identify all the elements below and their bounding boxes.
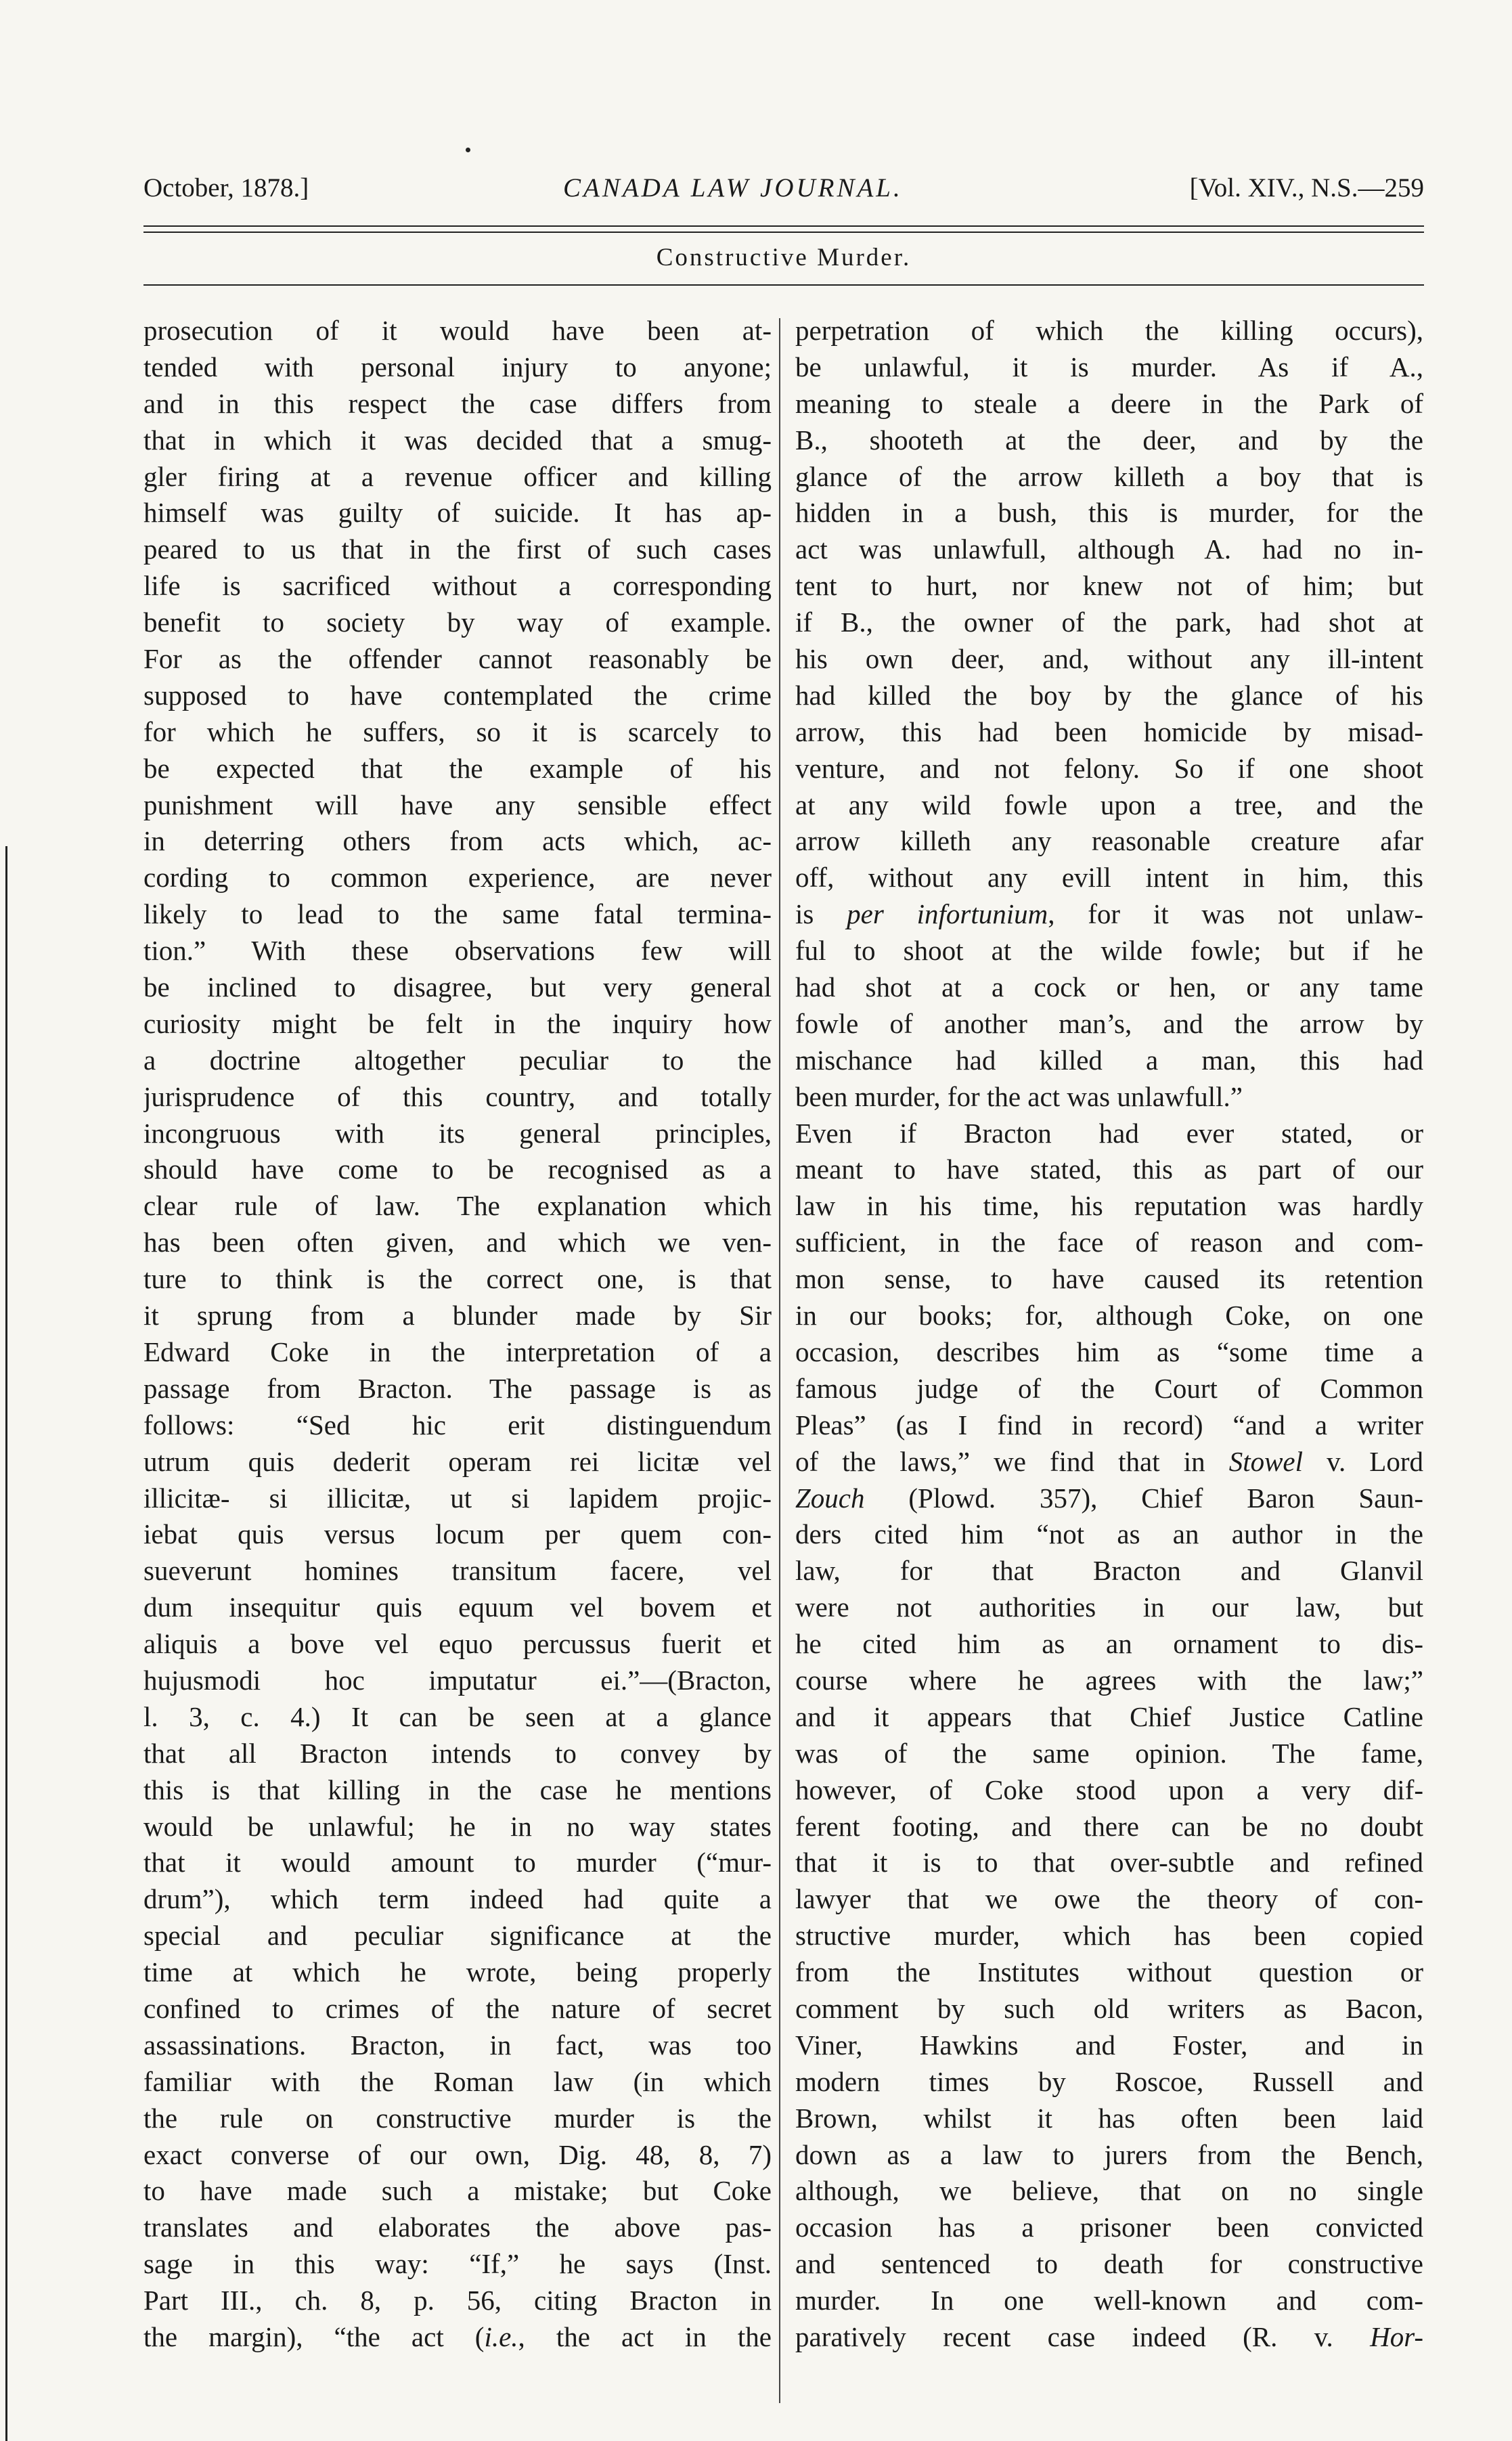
text-line: that it is to that over-subtle and refined	[795, 1847, 1423, 1878]
text-line: if B., the owner of the park, had shot at	[795, 607, 1423, 638]
text-line: mon sense, to have caused its retention	[795, 1263, 1423, 1295]
text-line: meant to have stated, this as part of our	[795, 1153, 1423, 1185]
text-line: aliquis a bove vel equo percussus fuerit et	[143, 1628, 772, 1660]
text-line: incongruous with its general principles,	[143, 1117, 772, 1149]
text-line: he cited him as an ornament to dis-	[795, 1628, 1423, 1660]
text-line: ders cited him “not as an author in the	[795, 1518, 1423, 1550]
subheading-rule	[143, 284, 1424, 286]
text-line: however, of Coke stood upon a very dif-	[795, 1774, 1423, 1805]
text-line: ful to shoot at the wilde fowle; but if he	[795, 935, 1423, 967]
text-line: ferent footing, and there can be no doubt	[795, 1810, 1423, 1842]
text-line: sage in this way: “If,” he says (Inst.	[143, 2248, 772, 2280]
text-line: at any wild fowle upon a tree, and the	[795, 789, 1423, 820]
text-line: illicitæ- si illicitæ, ut si lapidem projic-	[143, 1482, 772, 1514]
text-line: special and peculiar significance at the	[143, 1920, 772, 1952]
text-line: jurisprudence of this country, and totally	[143, 1080, 772, 1112]
text-line: had killed the boy by the glance of his	[795, 679, 1423, 711]
text-line: utrum quis dederit operam rei licitæ vel	[143, 1445, 772, 1477]
text-line: Edward Coke in the interpretation of a	[143, 1336, 772, 1367]
text-line: course where he agrees with the law;”	[795, 1664, 1423, 1696]
text-line: punishment will have any sensible effect	[143, 789, 772, 820]
text-line: in our books; for, although Coke, on one	[795, 1300, 1423, 1332]
text-line: paratively recent case indeed (R. v. Hor-	[795, 2321, 1423, 2352]
column-divider	[779, 318, 780, 2403]
text-line: from the Institutes without question or	[795, 1956, 1423, 1988]
journal-title: CANADA LAW JOURNAL.	[563, 173, 903, 202]
text-line: translates and elaborates the above pas-	[143, 2212, 772, 2243]
text-line: meaning to steale a deere in the Park of	[795, 387, 1423, 419]
text-line: the rule on constructive murder is the	[143, 2102, 772, 2134]
text-line: time at which he wrote, being properly	[143, 1956, 772, 1988]
text-line: this is that killing in the case he mentions	[143, 1774, 772, 1805]
issue-date: October, 1878.]	[143, 173, 309, 202]
scan-speck	[466, 148, 470, 152]
text-line: curiosity might be felt in the inquiry how	[143, 1007, 772, 1039]
text-line: tended with personal injury to anyone;	[143, 351, 772, 382]
text-line: should have come to be recognised as a	[143, 1153, 772, 1185]
text-line: hujusmodi hoc imputatur ei.”—(Bracton,	[143, 1664, 772, 1696]
running-header	[143, 168, 1424, 208]
text-line: be expected that the example of his	[143, 752, 772, 784]
text-line: was of the same opinion. The fame,	[795, 1737, 1423, 1769]
volume-page-number: [Vol. XIV., N.S.—259	[1189, 173, 1424, 202]
text-line: Even if Bracton had ever stated, or	[795, 1117, 1423, 1149]
text-line: for which he suffers, so it is scarcely to	[143, 716, 772, 747]
text-line: likely to lead to the same fatal termina-	[143, 898, 772, 930]
text-line: sufficient, in the face of reason and com-	[795, 1227, 1423, 1258]
text-line: arrow killeth any reasonable creature afar	[795, 825, 1423, 857]
text-line: clear rule of law. The explanation which	[143, 1190, 772, 1222]
text-line: arrow, this had been homicide by misad-	[795, 716, 1423, 747]
text-line: follows: “Sed hic erit distinguendum	[143, 1409, 772, 1441]
text-line: B., shooteth at the deer, and by the	[795, 424, 1423, 456]
text-line: benefit to society by way of example.	[143, 607, 772, 638]
text-line: of the laws,” we find that in Stowel v. Lord	[795, 1445, 1423, 1477]
text-line: in deterring others from acts which, ac-	[143, 825, 772, 857]
text-line: law in his time, his reputation was hardly	[795, 1190, 1423, 1222]
text-line: although, we believe, that on no single	[795, 2175, 1423, 2207]
text-line: Pleas” (as I find in record) “and a writer	[795, 1409, 1423, 1441]
text-line: tent to hurt, nor knew not of him; but	[795, 570, 1423, 602]
text-line: Viner, Hawkins and Foster, and in	[795, 2029, 1423, 2061]
header-rule-bottom	[143, 232, 1424, 233]
text-line: been murder, for the act was unlawfull.”	[795, 1080, 1243, 1112]
text-line: down as a law to jurers from the Bench,	[795, 2138, 1423, 2170]
text-line: hidden in a bush, this is murder, for the	[795, 497, 1423, 529]
text-line: Brown, whilst it has often been laid	[795, 2102, 1423, 2134]
text-line: that in which it was decided that a smug-	[143, 424, 772, 456]
text-line: familiar with the Roman law (in which	[143, 2065, 772, 2097]
text-line: For as the offender cannot reasonably be	[143, 643, 772, 675]
text-line: comment by such old writers as Bacon,	[795, 1992, 1423, 2024]
right-text-column	[795, 313, 1423, 2356]
text-line: glance of the arrow killeth a boy that is	[795, 460, 1423, 492]
text-line: occasion has a prisoner been convicted	[795, 2212, 1423, 2243]
text-line: Part III., ch. 8, p. 56, citing Bracton in	[143, 2285, 772, 2316]
text-line: has been often given, and which we ven-	[143, 1227, 772, 1258]
text-line: his own deer, and, without any ill-intent	[795, 643, 1423, 675]
text-line: it sprung from a blunder made by Sir	[143, 1300, 772, 1332]
header-rule-top	[143, 225, 1424, 227]
text-line: off, without any evill intent in him, this	[795, 862, 1423, 894]
text-line: that all Bracton intends to convey by	[143, 1737, 772, 1769]
text-line: and it appears that Chief Justice Catline	[795, 1700, 1423, 1732]
text-line: tion.” With these observations few will	[143, 935, 772, 967]
text-line: would be unlawful; he in no way states	[143, 1810, 772, 1842]
text-line: had shot at a cock or hen, or any tame	[795, 971, 1423, 1003]
text-line: that it would amount to murder (“mur-	[143, 1847, 772, 1878]
text-line: structive murder, which has been copied	[795, 1920, 1423, 1952]
text-line: supposed to have contemplated the crime	[143, 679, 772, 711]
text-line: is per infortunium, for it was not unlaw-	[795, 898, 1423, 930]
text-line: murder. In one well-known and com-	[795, 2285, 1423, 2316]
text-line: law, for that Bracton and Glanvil	[795, 1555, 1423, 1587]
text-line: gler firing at a revenue officer and killing	[143, 460, 772, 492]
text-line: the margin), “the act (i.e., the act in the	[143, 2321, 772, 2352]
text-line: mischance had killed a man, this had	[795, 1044, 1423, 1076]
text-line: modern times by Roscoe, Russell and	[795, 2065, 1423, 2097]
text-line: and in this respect the case differs from	[143, 387, 772, 419]
text-line: iebat quis versus locum per quem con-	[143, 1518, 772, 1550]
text-line: life is sacrificed without a corresponding	[143, 570, 772, 602]
text-line: dum insequitur quis equum vel bovem et	[143, 1591, 772, 1623]
text-line: prosecution of it would have been at-	[143, 315, 772, 346]
text-line: venture, and not felony. So if one shoot	[795, 752, 1423, 784]
text-line: l. 3, c. 4.) It can be seen at a glance	[143, 1700, 772, 1732]
text-line: were not authorities in our law, but	[795, 1591, 1423, 1623]
text-line: famous judge of the Court of Common	[795, 1372, 1423, 1404]
text-line: to have made such a mistake; but Coke	[143, 2175, 772, 2207]
text-line: be unlawful, it is murder. As if A.,	[795, 351, 1423, 382]
text-line: lawyer that we owe the theory of con-	[795, 1883, 1423, 1915]
text-line: cording to common experience, are never	[143, 862, 772, 894]
text-line: act was unlawfull, although A. had no in-	[795, 533, 1423, 565]
scan-edge-mark	[5, 846, 7, 2441]
left-text-column	[143, 313, 772, 2356]
text-line: drum”), which term indeed had quite a	[143, 1883, 772, 1915]
text-line: perpetration of which the killing occurs),	[795, 315, 1423, 346]
text-line: ture to think is the correct one, is that	[143, 1263, 772, 1295]
text-line: fowle of another man’s, and the arrow by	[795, 1007, 1423, 1039]
text-line: passage from Bracton. The passage is as	[143, 1372, 772, 1404]
text-line: sueverunt homines transitum facere, vel	[143, 1555, 772, 1587]
text-line: a doctrine altogether peculiar to the	[143, 1044, 772, 1076]
text-line: himself was guilty of suicide. It has ap-	[143, 497, 772, 529]
text-line: occasion, describes him as “some time a	[795, 1336, 1423, 1367]
text-line: and sentenced to death for constructive	[795, 2248, 1423, 2280]
text-line: be inclined to disagree, but very general	[143, 971, 772, 1003]
text-line: confined to crimes of the nature of secret	[143, 1992, 772, 2024]
text-line: exact converse of our own, Dig. 48, 8, 7)	[143, 2138, 772, 2170]
article-subheading: Constructive Murder.	[656, 244, 912, 271]
text-line: peared to us that in the first of such cases	[143, 533, 772, 565]
text-line: Zouch (Plowd. 357), Chief Baron Saun-	[795, 1482, 1423, 1514]
text-line: assassinations. Bracton, in fact, was too	[143, 2029, 772, 2061]
